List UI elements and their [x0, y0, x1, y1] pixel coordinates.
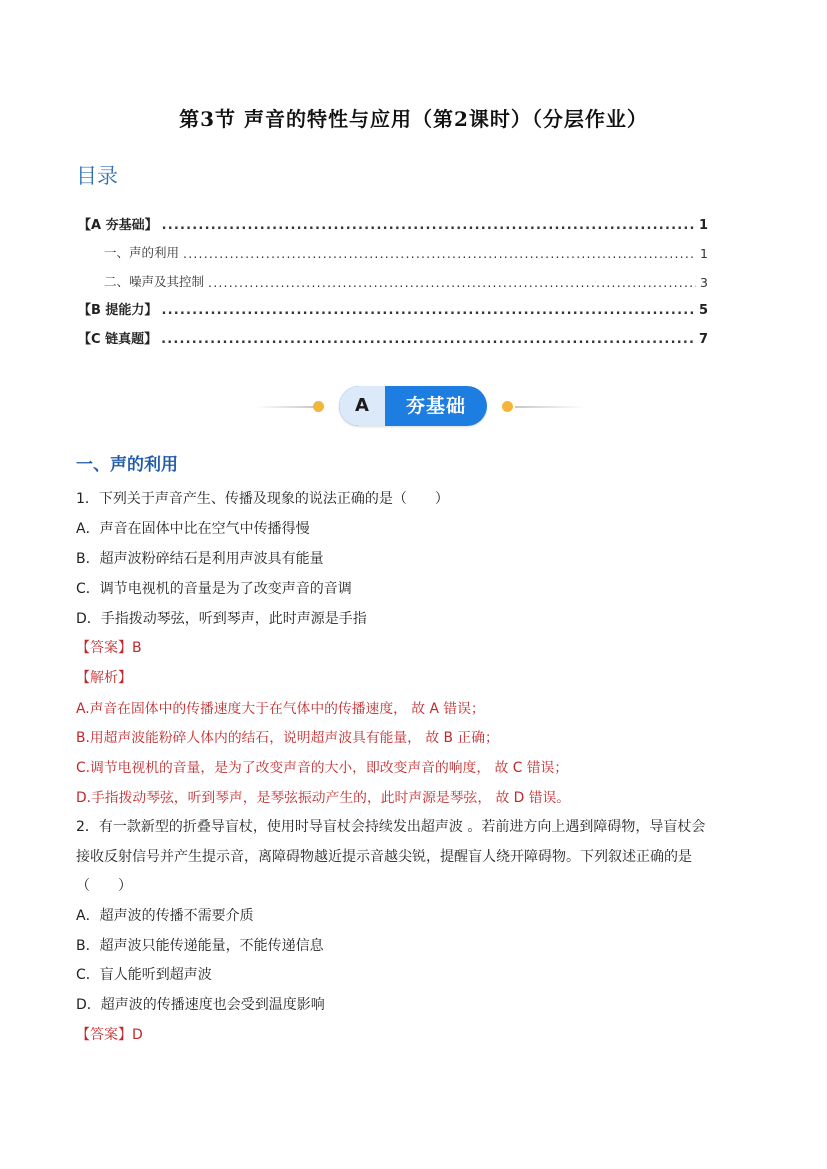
- banner-line-right: [515, 406, 585, 408]
- toc-item-label: 【C 链真题】: [78, 331, 158, 347]
- toc-item-page: 7: [698, 331, 708, 347]
- banner-pill: [339, 386, 487, 426]
- toc-leader-dots: [161, 300, 695, 318]
- q1-analysis-a: A.声音在固体中的传播速度大于在气体中的传播速度， 故 A 错误；: [76, 701, 485, 717]
- toc-item-b[interactable]: [78, 290, 708, 319]
- q2-answer: 【答案】D: [76, 1027, 143, 1043]
- q2-option-b: B．超声波只能传递能量，不能传递信息: [76, 938, 324, 954]
- section-heading: 一、声的利用: [76, 455, 178, 475]
- toc-item-page: 5: [698, 303, 708, 318]
- q2-stem-line-1: 2．有一款新型的折叠导盲杖，使用时导盲杖会持续发出超声波 。若前进方向上遇到障碍物，导盲杖会: [76, 819, 706, 835]
- toc-item-noise[interactable]: [78, 261, 708, 290]
- toc-item-a[interactable]: [78, 204, 708, 233]
- toc-item-sound-use[interactable]: [78, 233, 708, 262]
- q2-option-d: D．超声波的传播速度也会受到温度影响: [76, 997, 325, 1013]
- q2-option-a: A．超声波的传播不需要介质: [76, 908, 254, 924]
- q1-analysis-d: D.手指拨动琴弦，听到琴声，是琴弦振动产生的，此时声源是琴弦， 故 D 错误。: [76, 790, 571, 806]
- q1-stem: 1．下列关于声音产生、传播及现象的说法正确的是（ ）: [76, 491, 449, 507]
- q2-option-c: C．盲人能听到超声波: [76, 967, 212, 983]
- banner-dot-right: [502, 401, 513, 412]
- toc-item-page: 1: [698, 217, 708, 233]
- toc-item-label: 一、声的利用: [104, 245, 180, 260]
- q1-answer: 【答案】B: [76, 640, 142, 656]
- toc-leader-dots: [208, 272, 696, 290]
- q1-option-d: D．手指拨动琴弦，听到琴声，此时声源是手指: [76, 611, 367, 627]
- q1-analysis-c: C.调节电视机的音量，是为了改变声音的大小，即改变声音的响度， 故 C 错误；: [76, 760, 569, 776]
- table-of-contents: [78, 204, 708, 347]
- page-title: 第3节 声音的特性与应用（第2课时）（分层作业）: [179, 107, 648, 131]
- toc-item-label: 【B 提能力】: [78, 303, 158, 318]
- banner-line-left: [255, 406, 315, 408]
- toc-item-page: 3: [700, 274, 708, 290]
- q1-option-a: A．声音在固体中比在空气中传播得慢: [76, 521, 310, 537]
- q1-analysis-b: B.用超声波能粉碎人体内的结石，说明超声波具有能量， 故 B 正确；: [76, 730, 499, 746]
- section-banner: [255, 385, 585, 429]
- banner-dot-left: [313, 401, 324, 412]
- q1-option-b: B．超声波粉碎结石是利用声波具有能量: [76, 551, 324, 567]
- toc-item-page: 1: [700, 246, 708, 261]
- banner-letter: A: [339, 386, 385, 426]
- banner-label: 夯基础: [405, 395, 466, 417]
- toc-leader-dots: [183, 243, 696, 261]
- toc-item-c[interactable]: [78, 318, 708, 347]
- toc-item-label: 【A 夯基础】: [78, 217, 158, 233]
- toc-heading: 目录: [76, 164, 118, 188]
- q1-option-c: C．调节电视机的音量是为了改变声音的音调: [76, 581, 352, 597]
- q1-analysis-label: 【解析】: [76, 670, 132, 686]
- toc-leader-dots: [161, 329, 695, 347]
- toc-item-label: 二、噪声及其控制: [104, 273, 205, 289]
- q2-stem-line-2: 接收反射信号并产生提示音，离障碍物越近提示音越尖锐，提醒盲人绕开障碍物。下列叙述正确的是: [76, 849, 692, 865]
- q2-stem-line-3: （ ）: [76, 878, 132, 894]
- toc-leader-dots: [162, 215, 695, 233]
